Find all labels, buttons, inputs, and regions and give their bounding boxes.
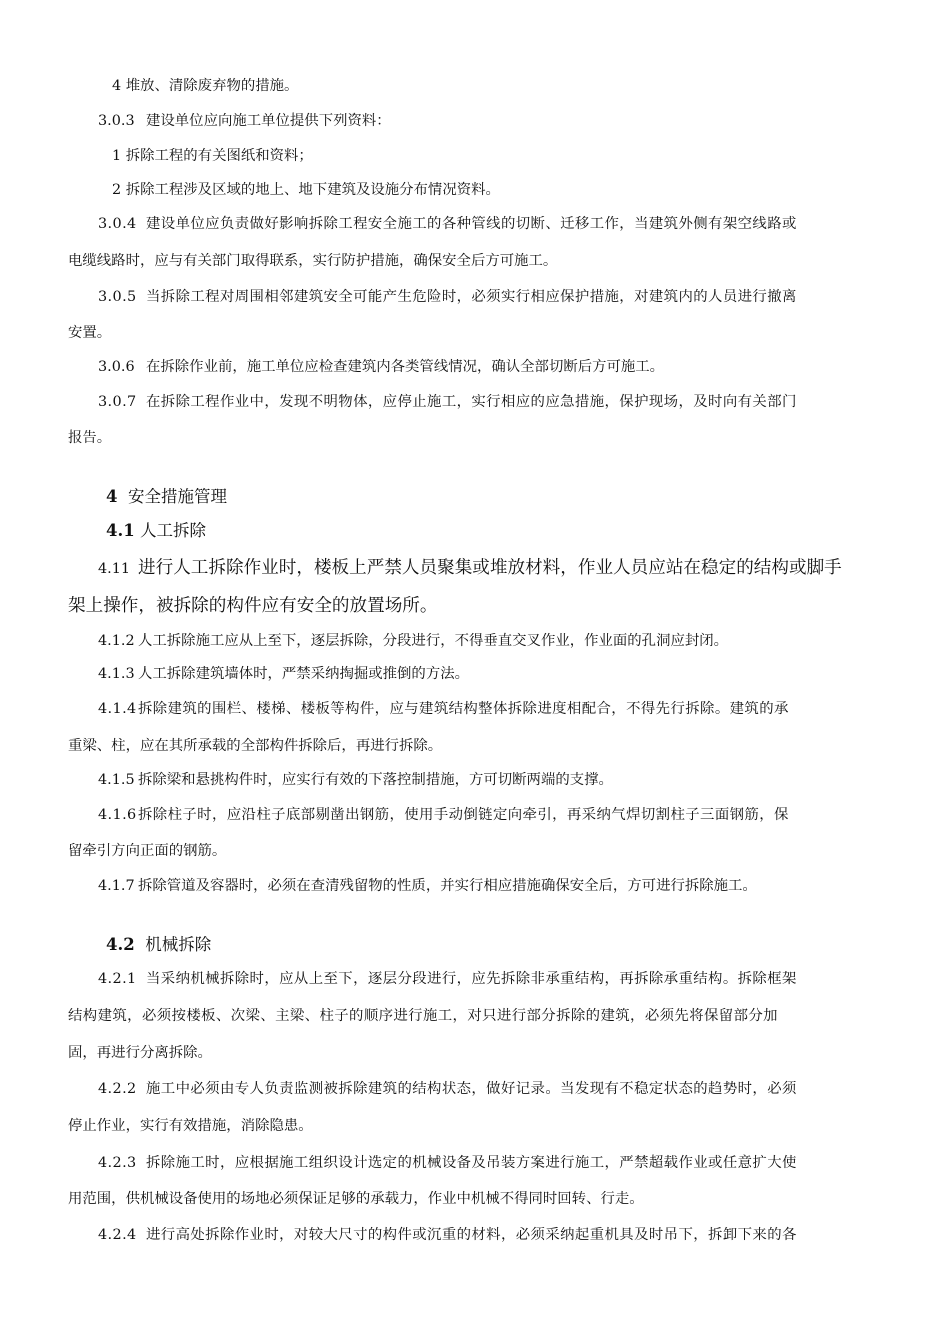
clause-number: 4.1.4 xyxy=(98,701,137,717)
clause-3-0-5 xyxy=(98,287,797,307)
text: 留牵引方向正面的钢筋。 xyxy=(68,843,227,859)
text: 安置。 xyxy=(68,325,112,341)
section-title: 机械拆除 xyxy=(145,935,212,954)
clause-number: 4.2.1 xyxy=(98,971,137,987)
text-line xyxy=(112,76,298,96)
section-number: 4.1 xyxy=(106,521,135,540)
clause-continuation xyxy=(68,841,226,861)
clause-number: 4.2.4 xyxy=(98,1227,137,1243)
clause-number: 4.1.7 xyxy=(98,878,135,894)
clause-continuation xyxy=(68,1116,313,1136)
text: 4 堆放、清除废弃物的措施。 xyxy=(112,78,299,94)
clause-text: 在拆除工程作业中，发现不明物体，应停止施工，实行相应的应急措施，保护现场，及时向有关部门 xyxy=(146,394,797,410)
clause-4-1-5 xyxy=(98,770,613,790)
clause-4-1-1 xyxy=(98,556,842,581)
section-number: 4.2 xyxy=(106,935,135,954)
clause-4-1-6 xyxy=(98,805,789,825)
text: 固，再进行分离拆除。 xyxy=(68,1045,212,1061)
clause-text: 建设单位应向施工单位提供下列资料： xyxy=(146,113,391,129)
clause-4-1-3 xyxy=(98,664,469,684)
clause-text: 拆除柱子时，应沿柱子底部剔凿出钢筋，使用手动倒链定向牵引，再采纳气焊切割柱子三面钢筋，保 xyxy=(138,807,789,823)
text: 报告。 xyxy=(68,430,112,446)
clause-text: 拆除施工时，应根据施工组织设计选定的机械设备及吊装方案进行施工，严禁超载作业或任意扩大使 xyxy=(146,1155,797,1171)
clause-text: 进行人工拆除作业时，楼板上严禁人员聚集或堆放材料，作业人员应站在稳定的结构或脚手 xyxy=(138,558,842,578)
clause-text: 拆除建筑的围栏、楼梯、楼板等构件，应与建筑结构整体拆除进度相配合，不得先行拆除。建筑的承 xyxy=(138,701,789,717)
clause-3-0-7 xyxy=(98,392,797,412)
clause-number: 4.1.3 xyxy=(98,666,135,682)
clause-number: 4.11 xyxy=(98,561,131,577)
clause-text: 进行高处拆除作业时，对较大尺寸的构件或沉重的材料，必须采纳起重机具及时吊下，拆卸下来的各 xyxy=(146,1227,797,1243)
clause-number: 3.0.5 xyxy=(98,289,137,305)
clause-3-0-6 xyxy=(98,357,664,377)
clause-text: 当拆除工程对周围相邻建筑安全可能产生危险时，必须实行相应保护措施，对建筑内的人员进行撤离 xyxy=(146,289,797,305)
text: 架上操作，被拆除的构件应有安全的放置场所。 xyxy=(68,596,438,616)
clause-number: 3.0.3 xyxy=(98,113,135,129)
clause-number: 4.1.2 xyxy=(98,633,135,649)
clause-continuation xyxy=(68,428,111,448)
clause-3-0-4 xyxy=(98,214,797,234)
clause-number: 3.0.4 xyxy=(98,216,137,232)
list-item xyxy=(112,180,500,200)
clause-4-1-4 xyxy=(98,699,789,719)
clause-3-0-3 xyxy=(98,111,391,131)
list-item xyxy=(112,146,313,166)
text: 结构建筑，必须按楼板、次梁、主梁、柱子的顺序进行施工，对只进行部分拆除的建筑，必须先将保留部分加 xyxy=(68,1008,778,1024)
clause-number: 4.1.5 xyxy=(98,772,135,788)
clause-continuation xyxy=(68,1006,778,1026)
section-title: 安全措施管理 xyxy=(127,487,227,506)
clause-continuation xyxy=(68,1043,212,1063)
clause-continuation xyxy=(68,323,111,343)
text: 电缆线路时，应与有关部门取得联系，实行防护措施，确保安全后方可施工。 xyxy=(68,253,558,269)
clause-text: 人工拆除建筑墙体时，严禁采纳掏掘或推倒的方法。 xyxy=(138,666,469,682)
text: 2 拆除工程涉及区域的地上、地下建筑及设施分布情况资料。 xyxy=(112,182,500,198)
clause-text: 当采纳机械拆除时，应从上至下，逐层分段进行，应先拆除非承重结构，再拆除承重结构。拆除框架 xyxy=(146,971,797,987)
text: 停止作业，实行有效措施，消除隐患。 xyxy=(68,1118,313,1134)
clause-4-1-7 xyxy=(98,876,757,896)
text: 重梁、柱，应在其所承载的全部构件拆除后，再进行拆除。 xyxy=(68,738,443,754)
clause-4-1-2 xyxy=(98,631,728,651)
clause-number: 4.2.3 xyxy=(98,1155,137,1171)
clause-continuation xyxy=(68,594,437,618)
clause-text: 在拆除作业前，施工单位应检查建筑内各类管线情况，确认全部切断后方可施工。 xyxy=(146,359,665,375)
text: 用范围，供机械设备使用的场地必须保证足够的承载力，作业中机械不得同时回转、行走。 xyxy=(68,1191,644,1207)
clause-4-2-2 xyxy=(98,1079,797,1099)
clause-number: 4.1.6 xyxy=(98,807,137,823)
clause-number: 4.2.2 xyxy=(98,1081,137,1097)
clause-text: 建设单位应负责做好影响拆除工程安全施工的各种管线的切断、迁移工作，当建筑外侧有架空线路或 xyxy=(146,216,797,232)
clause-text: 拆除梁和悬挑构件时，应实行有效的下落控制措施，方可切断两端的支撑。 xyxy=(138,772,613,788)
section-heading-4-1 xyxy=(106,520,206,542)
section-heading-4 xyxy=(106,486,227,508)
clause-text: 人工拆除施工应从上至下，逐层拆除，分段进行，不得垂直交叉作业，作业面的孔洞应封闭。 xyxy=(138,633,729,649)
clause-text: 拆除管道及容器时，必须在查清残留物的性质，并实行相应措施确保安全后，方可进行拆除施工。 xyxy=(138,878,757,894)
clause-number: 3.0.6 xyxy=(98,359,135,375)
section-heading-4-2 xyxy=(106,934,211,956)
text: 1 拆除工程的有关图纸和资料； xyxy=(112,148,313,164)
clause-continuation xyxy=(68,736,442,756)
clause-continuation xyxy=(68,1189,644,1209)
section-number: 4 xyxy=(106,487,118,506)
section-title: 人工拆除 xyxy=(139,521,206,540)
clause-number: 3.0.7 xyxy=(98,394,137,410)
clause-4-2-3 xyxy=(98,1153,797,1173)
clause-continuation xyxy=(68,251,557,271)
clause-text: 施工中必须由专人负责监测被拆除建筑的结构状态，做好记录。当发现有不稳定状态的趋势时，必须 xyxy=(146,1081,797,1097)
clause-4-2-1 xyxy=(98,969,797,989)
clause-4-2-4 xyxy=(98,1225,797,1245)
